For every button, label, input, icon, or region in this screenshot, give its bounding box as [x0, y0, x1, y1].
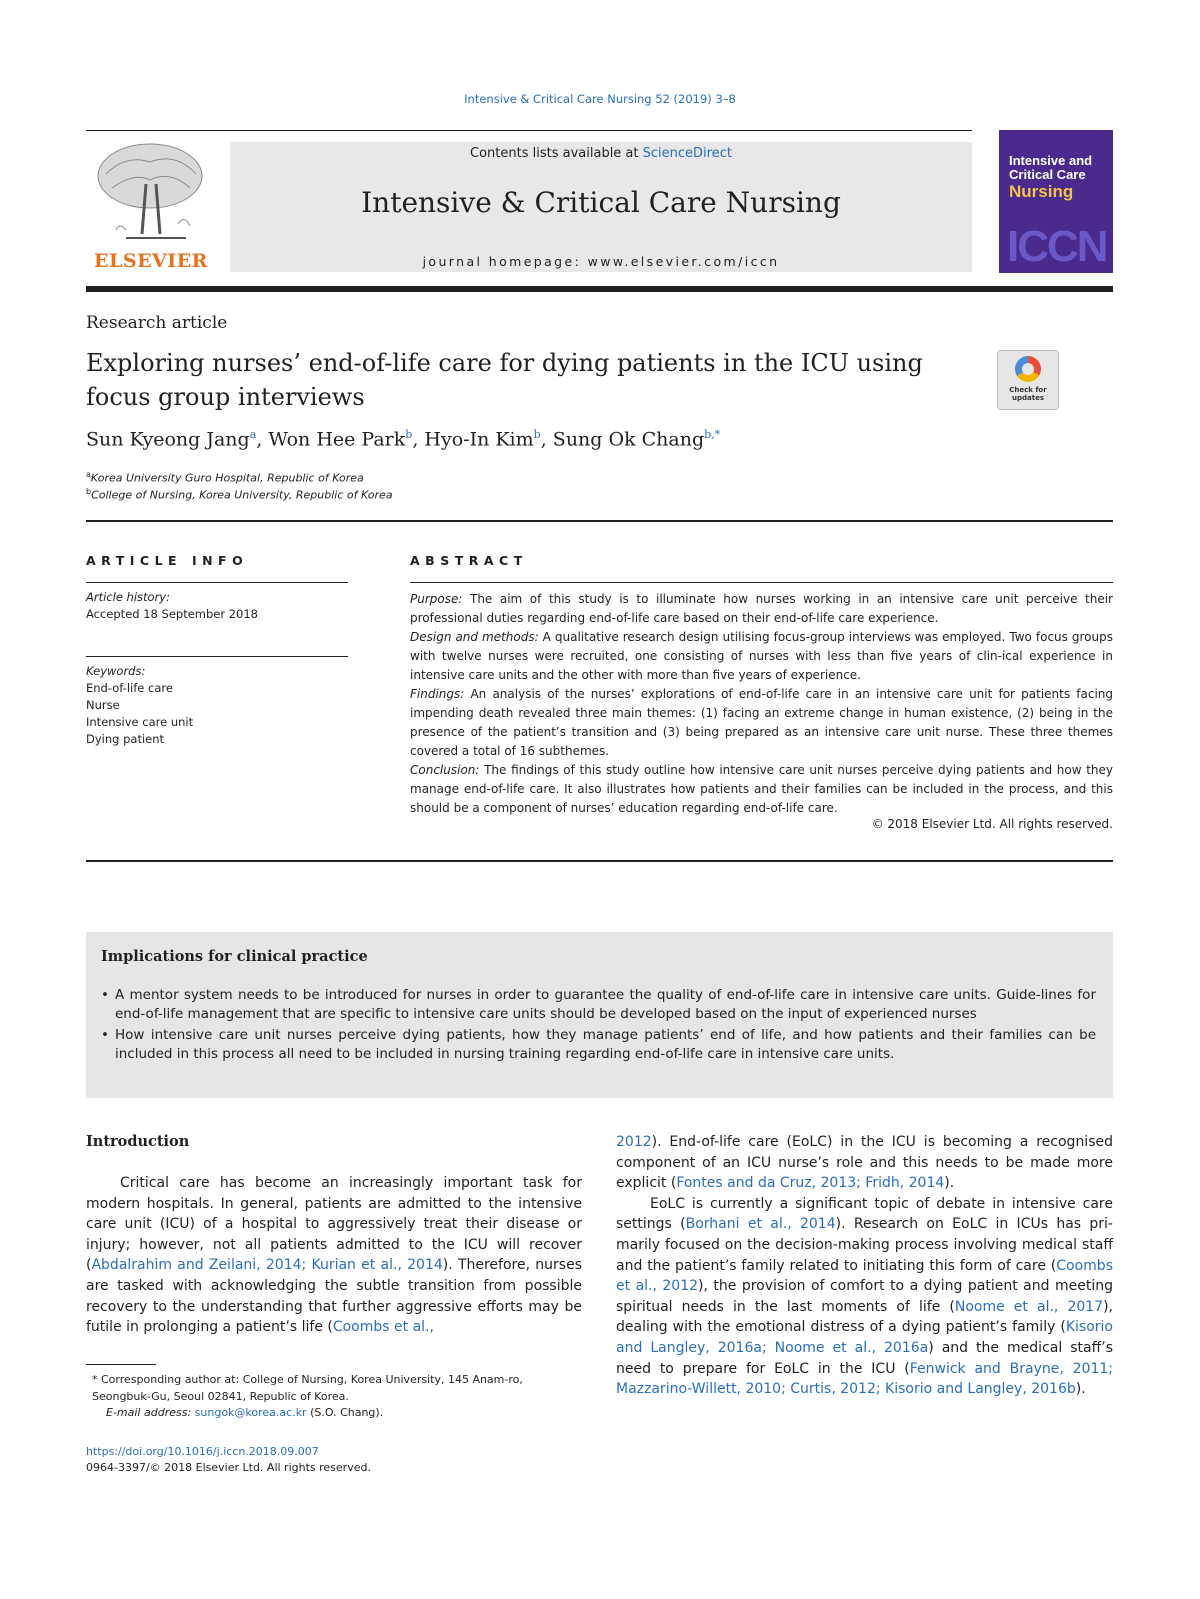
abstract-heading: ABSTRACT	[410, 553, 528, 568]
footnote-rule	[86, 1364, 156, 1365]
author-affiliation-mark[interactable]: a	[249, 428, 257, 441]
citation-link[interactable]: Abdalrahim and Zeilani, 2014; Kurian et al., 2014	[91, 1257, 443, 1274]
header-divider	[86, 130, 972, 131]
elsevier-tree-icon	[86, 134, 216, 246]
author-name[interactable]: Sung Ok Chang	[552, 428, 705, 451]
contents-line	[230, 146, 972, 161]
journal-cover[interactable]	[999, 130, 1113, 273]
abstract-label: Findings:	[410, 687, 465, 701]
article-info-divider	[86, 582, 348, 583]
citation-link[interactable]: Coombs et al.,	[332, 1319, 434, 1336]
intro-left-column	[86, 1173, 582, 1338]
cover-title-line: Nursing	[1009, 182, 1074, 201]
abstract-conclusion	[410, 761, 1113, 818]
affiliation-mark: b	[86, 487, 92, 496]
abstract-label: Design and methods:	[410, 630, 539, 644]
check-for-updates-button[interactable]	[997, 350, 1059, 410]
journal-title: Intensive & Critical Care Nursing	[361, 186, 841, 219]
keywords-label: Keywords:	[86, 664, 146, 678]
citation-link[interactable]: Fontes and da Cruz, 2013; Fridh, 2014	[676, 1175, 945, 1192]
author-name[interactable]: Sun Kyeong Jang	[86, 428, 250, 451]
intro-text: ). Therefore, nurses are tasked with acknowledging the subtle transition from possible recovery to the understanding that further aggressive efforts may be futile in prolonging a patient’s life (	[86, 1257, 582, 1336]
article-info-heading: ARTICLE INFO	[86, 553, 249, 568]
affiliation	[86, 487, 393, 502]
keywords-divider	[86, 656, 348, 657]
author-name[interactable]: Hyo-In Kim	[424, 428, 534, 451]
intro-text: ).	[944, 1175, 955, 1192]
intro-text: ).	[1075, 1381, 1086, 1398]
keyword: Dying patient	[86, 732, 165, 746]
footnote-email-line	[86, 1405, 582, 1422]
abstract-label: Conclusion:	[410, 763, 480, 777]
abstract-text: The findings of this study outline how intensive care unit nurses perceive dying patients and how they manage end-of-life care. It also illustrates how patients and their families can be included in the process, and this should be a component of nurses’ education regarding end-of-life care.	[410, 763, 1113, 815]
abstract-bottom-rule	[86, 860, 1113, 862]
journal-citation[interactable]: Intensive & Critical Care Nursing 52 (2019) 3–8	[464, 92, 736, 106]
affiliation-text: College of Nursing, Korea University, Republic of Korea	[91, 488, 393, 502]
journal-banner	[230, 142, 972, 272]
history-value: Accepted 18 September 2018	[86, 607, 259, 621]
intro-text: Critical care has become an increasingly important task for modern hospitals. In general, patients are admitted to the intensive care unit (ICU) of a hospital to aggressively treat their disease or injury; however, not all patients admitted to the ICU will recover (	[86, 1175, 582, 1274]
abstract-text: A qualitative research design utilising focus-group interviews was employed. Two focus groups with twelve nurses were recruited, one consisting of nurses with less than five years of clin-ical experience in intensive care units and the other with more than five years of experience.	[410, 630, 1114, 682]
author-affiliation-mark[interactable]: b	[405, 428, 413, 441]
abstract-copyright: © 2018 Elsevier Ltd. All rights reserved.	[871, 817, 1113, 831]
intro-paragraph	[86, 1173, 582, 1338]
author-list: Sun Kyeong Jang$^a$, Won Hee Park$^b$, Hyo-In Kim$^b$, Sung Ok Chang$^{b,*}$	[86, 428, 721, 451]
implications-title: Implications for clinical practice	[101, 948, 368, 965]
cover-title	[1009, 154, 1109, 201]
footnote-star: *	[92, 1373, 98, 1386]
intro-paragraph	[616, 1132, 1113, 1194]
article-history	[86, 589, 258, 623]
cover-letters: ICCN	[1007, 222, 1107, 271]
email-label: E-mail address:	[106, 1406, 195, 1419]
affiliation-mark: a	[86, 470, 91, 479]
keyword: Nurse	[86, 698, 120, 712]
affiliation	[86, 470, 364, 485]
keywords-block	[86, 663, 193, 748]
sciencedirect-link[interactable]: ScienceDirect	[642, 146, 732, 161]
citation-link[interactable]: Fenwick and Brayne, 2011; Mazzarino-Willett, 2010; Curtis, 2012; Kisorio and Langley, 2016b	[616, 1360, 1113, 1398]
introduction-heading: Introduction	[86, 1133, 190, 1150]
intro-text: ), dealing with the emotional distress of a dying patient’s family (	[616, 1298, 1113, 1336]
abstract-body	[410, 590, 1113, 818]
corresponding-author-footnote	[86, 1372, 582, 1422]
citation-link[interactable]: Kisorio and Langley, 2016a; Noome et al., 2016a	[616, 1319, 1113, 1356]
intro-text: ), the provision of comfort to a dying patient and meeting spiritual needs in the last moments of life (	[616, 1278, 1113, 1315]
footnote-text: Corresponding author at: College of Nursing, Korea University, 145 Anam-ro, Seongbuk-Gu, Seoul 02841, Republic of Korea.	[92, 1373, 523, 1403]
cover-title-line: Critical Care	[1009, 167, 1086, 182]
badge-label: Check for updates	[1009, 386, 1047, 402]
abstract-text: An analysis of the nurses’ explorations of end-of-life care in an intensive care unit for patients facing impending death revealed three main themes: (1) facing an extreme change in human existence, (2) being in the presence of the patient’s transition and (3) being prepared as an intensive care unit nurse. These three themes covered a total of 16 subthemes.	[410, 687, 1113, 758]
header-thick-rule	[86, 286, 1113, 292]
abstract-text: The aim of this study is to illuminate how nurses working in an intensive care unit perceive their professional duties regarding end-of-life care based on their end-of-life care experience.	[410, 592, 1113, 625]
title-divider	[86, 520, 1113, 522]
abstract-findings	[410, 685, 1113, 761]
page-bottom-info	[86, 1444, 371, 1476]
cover-title-line: Intensive and	[1009, 153, 1093, 168]
citation-link[interactable]: Coombs et al., 2012	[616, 1257, 1113, 1295]
implication-item: • How intensive care unit nurses perceive dying patients, how they manage patients’ end of life, and how patients and their families can be included in this process all need to be included in nursing training regarding end-of-life care in intensive care units.	[101, 1026, 1096, 1064]
intro-text: ). Research on EoLC in ICUs has pri-marily focused on the decision-making process involving medical staff and the patient’s family related to initiating this form of care (	[616, 1216, 1113, 1274]
implications-list	[101, 986, 1096, 1066]
article-type: Research article	[86, 313, 228, 333]
publisher-name: ELSEVIER	[94, 250, 208, 272]
contents-prefix: Contents lists available at	[470, 146, 643, 161]
citation-link[interactable]: Noome et al., 2017	[954, 1298, 1104, 1315]
keyword: End-of-life care	[86, 681, 173, 695]
abstract-design	[410, 628, 1113, 685]
intro-text: ) and the medical staff’s need to prepare for EoLC in the ICU (	[616, 1339, 1113, 1377]
check-updates-icon-center	[1022, 363, 1034, 375]
author-name[interactable]: Won Hee Park	[268, 428, 406, 451]
issn-line: 0964-3397/© 2018 Elsevier Ltd. All rights reserved.	[86, 1461, 371, 1474]
keyword: Intensive care unit	[86, 715, 194, 729]
intro-right-column	[616, 1132, 1113, 1400]
abstract-label: Purpose:	[410, 592, 463, 606]
email-link[interactable]: sungok@korea.ac.kr	[194, 1406, 307, 1419]
intro-text: EoLC is currently a significant topic of debate in intensive care settings (	[616, 1195, 1113, 1233]
abstract-purpose	[410, 590, 1113, 628]
footnote-line	[86, 1372, 582, 1405]
implication-item: • A mentor system needs to be introduced for nurses in order to guarantee the quality of end-of-life care in intensive care units. Guide-lines for end-of-life management that are specific to intensive care units should be developed based on the input of experienced nurses	[101, 986, 1096, 1024]
abstract-divider	[410, 582, 1113, 583]
journal-homepage[interactable]: journal homepage: www.elsevier.com/iccn	[422, 254, 780, 269]
doi-link[interactable]: https://doi.org/10.1016/j.iccn.2018.09.007	[86, 1445, 319, 1458]
implications-box	[86, 932, 1113, 1098]
intro-paragraph	[616, 1194, 1113, 1400]
citation-link[interactable]: 2012	[616, 1134, 652, 1150]
citation-link[interactable]: Borhani et al., 2014	[685, 1216, 836, 1233]
article-title: Exploring nurses’ end-of-life care for dying patients in the ICU using focus group interviews	[86, 349, 923, 411]
affiliation-text: Korea University Guro Hospital, Republic of Korea	[90, 471, 364, 485]
history-label: Article history:	[86, 590, 170, 604]
author-affiliation-mark[interactable]: b,*	[704, 428, 721, 441]
email-suffix: (S.O. Chang).	[306, 1406, 384, 1419]
elsevier-logo	[86, 134, 216, 274]
intro-text: ). End-of-life care (EoLC) in the ICU is becoming a recognised component of an ICU nurse’s role and this needs to be made more explicit (	[616, 1134, 1113, 1192]
author-affiliation-mark[interactable]: b	[533, 428, 541, 441]
